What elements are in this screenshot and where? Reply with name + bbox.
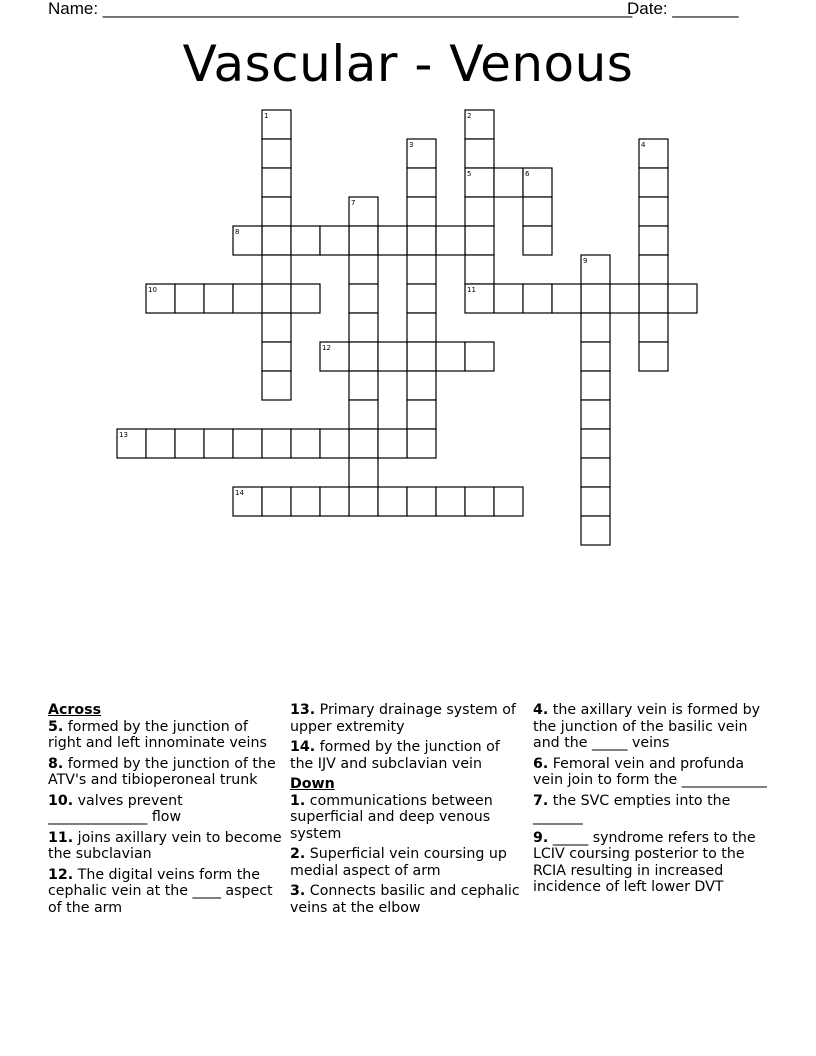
crossword-cell[interactable] [610,284,639,313]
clue-item [533,793,773,826]
crossword-cell[interactable] [262,168,291,197]
crossword-cell[interactable] [349,342,378,371]
cell-number: 6 [525,170,530,178]
date-field-label[interactable]: Date: _______ [627,0,739,18]
crossword-cell[interactable] [407,255,436,284]
clue-text: Superficial vein coursing up medial aspect of arm [290,846,507,879]
clue-item [290,793,526,843]
clue-text: formed by the junction of right and left innominate veins [48,718,267,751]
crossword-cell[interactable] [494,284,523,313]
cell-number: 3 [409,141,414,149]
clues-column-3 [533,702,773,900]
crossword-cell[interactable] [262,487,291,516]
crossword-cell[interactable] [262,429,291,458]
crossword-cell[interactable] [523,197,552,226]
clue-item [48,867,284,917]
crossword-cell[interactable] [639,197,668,226]
crossword-cell[interactable] [262,284,291,313]
clue-text: Primary drainage system of upper extremity [290,702,516,735]
down-heading: Down [290,776,335,792]
crossword-cell[interactable] [523,284,552,313]
clue-number: 11. [48,829,74,846]
crossword-cell[interactable] [320,226,349,255]
crossword-cell[interactable] [262,342,291,371]
crossword-cell[interactable] [552,284,581,313]
crossword-cell[interactable] [494,487,523,516]
cell-number: 2 [467,112,472,120]
crossword-cell[interactable] [262,226,291,255]
crossword-cell[interactable] [407,487,436,516]
clue-item [290,739,526,772]
crossword-cell[interactable] [349,313,378,342]
crossword-cell[interactable] [349,371,378,400]
clue-number: 5. [48,718,64,735]
crossword-cell[interactable] [581,516,610,545]
clue-item [533,756,773,789]
crossword-cell[interactable] [465,226,494,255]
crossword-cell[interactable] [407,197,436,226]
crossword-cell[interactable] [465,255,494,284]
crossword-cell[interactable] [378,429,407,458]
clue-text: valves prevent ______________ flow [48,792,183,825]
crossword-cell[interactable] [639,342,668,371]
crossword-cell[interactable] [639,255,668,284]
crossword-cell[interactable] [407,400,436,429]
clue-number: 2. [290,846,306,862]
crossword-cell[interactable] [465,487,494,516]
crossword-cell[interactable] [668,284,697,313]
crossword-cell[interactable] [291,284,320,313]
crossword-cell[interactable] [407,342,436,371]
cell-number: 8 [235,228,240,236]
crossword-cell[interactable] [262,313,291,342]
clue-number: 7. [533,792,549,809]
cell-number: 13 [119,431,128,439]
cell-number: 5 [467,170,472,178]
crossword-cell[interactable] [581,429,610,458]
crossword-cell[interactable] [581,342,610,371]
clue-item [48,719,284,752]
crossword-cell[interactable] [581,400,610,429]
clue-text: Femoral vein and profunda vein join to form the ____________ [533,755,767,788]
crossword-cell[interactable] [581,371,610,400]
clue-text: formed by the junction of the IJV and subclavian vein [290,739,500,772]
clue-text: the SVC empties into the _______ [533,792,731,825]
crossword-cell[interactable] [436,226,465,255]
crossword-cell[interactable] [639,168,668,197]
crossword-cell[interactable] [407,168,436,197]
crossword-cell[interactable] [407,226,436,255]
crossword-cell[interactable] [233,429,262,458]
crossword-cell[interactable] [407,429,436,458]
cell-number: 9 [583,257,588,265]
cell-number: 11 [467,286,476,294]
crossword-cell[interactable] [436,487,465,516]
clue-item [290,846,526,879]
clue-item [290,702,526,735]
crossword-cell[interactable] [639,226,668,255]
crossword-cell[interactable] [349,400,378,429]
crossword-cell[interactable] [581,487,610,516]
clues-column-2 [290,702,526,920]
crossword-cell[interactable] [465,139,494,168]
crossword-cell[interactable] [262,197,291,226]
clue-item [533,830,773,896]
cell-number: 1 [264,112,269,120]
clue-item [48,793,284,826]
crossword-cell[interactable] [204,429,233,458]
clue-item [48,756,284,789]
crossword-cell[interactable] [581,313,610,342]
crossword-cell[interactable] [204,284,233,313]
crossword-cell[interactable] [349,487,378,516]
clue-item [533,702,773,752]
clue-number: 3. [290,883,306,899]
clue-number: 9. [533,829,549,846]
crossword-cell[interactable] [378,487,407,516]
cell-number: 12 [322,344,331,352]
crossword-cell[interactable] [320,487,349,516]
crossword-cell[interactable] [407,371,436,400]
crossword-cell[interactable] [175,284,204,313]
crossword-cell[interactable] [349,429,378,458]
cell-number: 10 [148,286,157,294]
clue-text: formed by the junction of the ATV's and tibioperoneal trunk [48,755,276,788]
clue-number: 6. [533,755,549,772]
crossword-cell[interactable] [378,226,407,255]
crossword-cell[interactable] [407,284,436,313]
across-heading: Across [48,702,102,718]
name-field-label[interactable]: Name: ________________________________________________________ [48,0,633,18]
clue-number: 13. [290,702,316,718]
clue-number: 12. [48,866,74,883]
crossword-cell[interactable] [465,342,494,371]
clue-text: the axillary vein is formed by the junction of the basilic vein and the _____ veins [533,702,761,751]
crossword-cell[interactable] [639,313,668,342]
crossword-cell[interactable] [233,284,262,313]
clue-item [290,883,526,916]
cell-number: 14 [235,489,244,497]
crossword-cell[interactable] [349,458,378,487]
crossword-cell[interactable] [639,284,668,313]
crossword-cell[interactable] [436,342,465,371]
crossword-cell[interactable] [291,429,320,458]
cell-number: 4 [641,141,646,149]
clue-number: 4. [533,702,549,718]
crossword-cell[interactable] [581,284,610,313]
page-title: Vascular - Venous [182,35,634,93]
clue-number: 1. [290,792,306,809]
crossword-cell[interactable] [378,342,407,371]
crossword-cell[interactable] [262,255,291,284]
crossword-cell[interactable] [465,197,494,226]
crossword-cell[interactable] [581,458,610,487]
crossword-cell[interactable] [349,284,378,313]
crossword-cell[interactable] [349,226,378,255]
crossword-cell[interactable] [320,429,349,458]
clues-column-1 [48,702,284,920]
crossword-cell[interactable] [262,371,291,400]
clue-text: communications between superficial and deep venous system [290,792,493,842]
crossword-cell[interactable] [494,168,523,197]
clue-text: Connects basilic and cephalic veins at the elbow [290,883,520,916]
clue-text: The digital veins form the cephalic vein at the ____ aspect of the arm [48,866,273,916]
crossword-cell[interactable] [407,313,436,342]
cell-number: 7 [351,199,356,207]
clue-number: 14. [290,739,316,755]
crossword-cell[interactable] [146,429,175,458]
crossword-cell[interactable] [175,429,204,458]
clue-number: 10. [48,792,74,809]
crossword-cell[interactable] [523,226,552,255]
clue-text: joins axillary vein to become the subclavian [48,829,282,862]
crossword-cell[interactable] [262,139,291,168]
clue-item [48,830,284,863]
clue-number: 8. [48,755,64,772]
crossword-cell[interactable] [349,255,378,284]
clue-text: _____ syndrome refers to the LCIV coursing posterior to the RCIA resulting in increased incidence of left lower DVT [533,829,756,895]
crossword-cell[interactable] [291,487,320,516]
crossword-cell[interactable] [291,226,320,255]
